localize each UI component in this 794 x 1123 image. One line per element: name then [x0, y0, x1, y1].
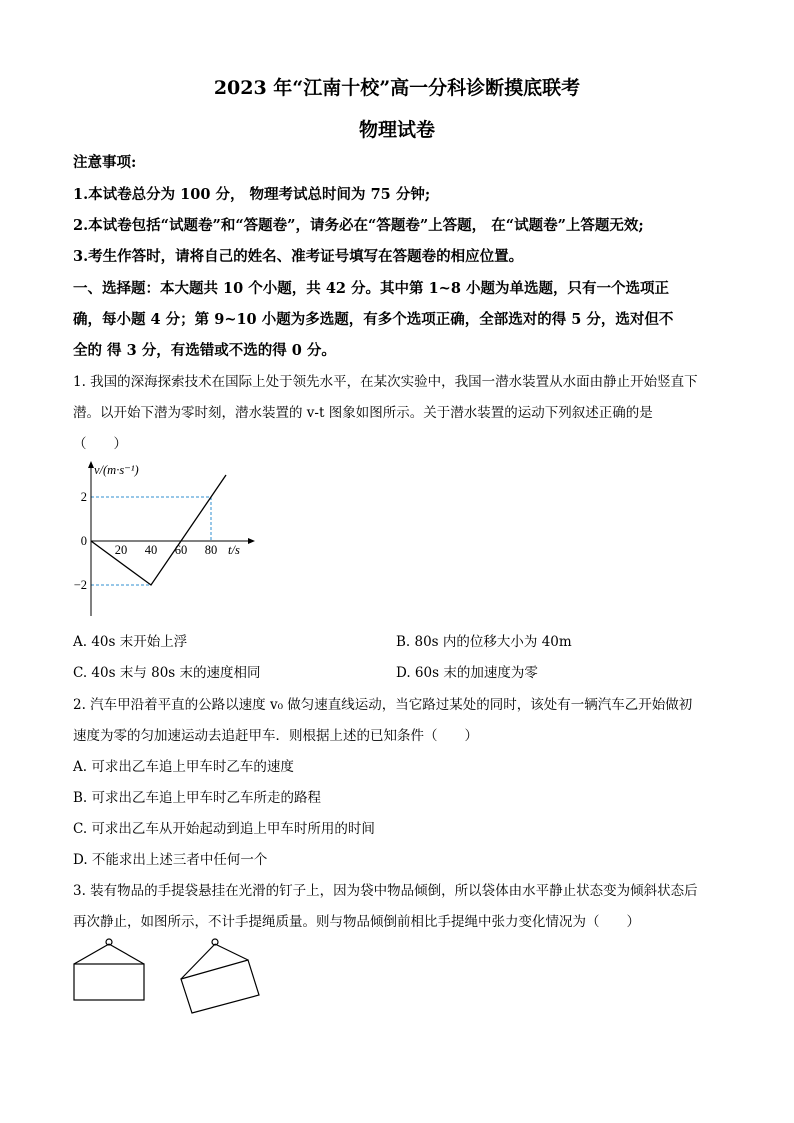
q2-option-c[interactable]: C. 可求出乙车从开始起动到追上甲车时所用的时间 [73, 821, 375, 837]
section-instruction: 全的 得 3 分，有选错或不选的得 0 分。 [73, 342, 336, 359]
question-2-text: 2. 汽车甲沿着平直的公路以速度 v₀ 做匀速直线运动，当它路过某处的同时，该处有一辆汽车乙开始做初 [73, 697, 693, 713]
y-tick-label: −2 [73, 578, 87, 592]
bag-level [74, 939, 144, 1000]
q1-option-c[interactable]: C. 40s 末与 80s 末的速度相同 [73, 665, 261, 681]
question-3-text: 3. 装有物品的手提袋悬挂在光滑的钉子上，因为袋中物品倾倒，所以袋体由水平静止状态变为倾斜状态后 [73, 883, 698, 899]
q1-option-d[interactable]: D. 60s 末的加速度为零 [396, 665, 538, 681]
question-3-text: 再次静止，如图所示，不计手提绳质量。则与物品倾倒前相比手提绳中张力变化情况为（ ） [73, 914, 640, 930]
note-item: 2.本试卷包括“试题卷”和“答题卷”，请务必在“答题卷”上答题， 在“试题卷”上答题无效; [73, 217, 644, 234]
section-instruction: 一、选择题：本大题共 10 个小题，共 42 分。其中第 1~8 小题为单选题，只有一个选项正 [73, 280, 669, 297]
bag-tilted [181, 939, 259, 1013]
note-item: 1.本试卷总分为 100 分， 物理考试总时间为 75 分钟; [73, 186, 431, 203]
q1-option-b[interactable]: B. 80s 内的位移大小为 40m [396, 634, 572, 650]
note-item: 3.考生作答时，请将自己的姓名、准考证号填写在答题卷的相应位置。 [73, 248, 524, 265]
y-axis-label: v/(m·s⁻¹) [94, 463, 139, 477]
question-2-text: 速度为零的匀加速运动去追赶甲车．则根据上述的已知条件（ ） [73, 728, 478, 744]
question-1-text: 潜。以开始下潜为零时刻，潜水装置的 v-t 图象如图所示。关于潜水装置的运动下列叙述正确的是 [73, 405, 653, 421]
x-axis-label: t/s [228, 543, 240, 557]
q2-option-a[interactable]: A. 可求出乙车追上甲车时乙车的速度 [73, 759, 294, 775]
handbag-figure [66, 935, 266, 1015]
exam-title: 2023 年“江南十校”高一分科诊断摸底联考 [213, 77, 581, 99]
vt-graph [70, 458, 270, 623]
x-tick-label: 60 [174, 543, 188, 557]
x-tick-label: 20 [114, 543, 128, 557]
q2-option-d[interactable]: D. 不能求出上述三者中任何一个 [73, 852, 268, 868]
x-tick-label: 40 [144, 543, 158, 557]
section-instruction: 确，每小题 4 分；第 9~10 小题为多选题，有多个选项正确，全部选对的得 5 分，选对但不 [73, 311, 674, 328]
y-tick-label: 2 [80, 490, 87, 504]
q2-option-b[interactable]: B. 可求出乙车追上甲车时乙车所走的路程 [73, 790, 322, 806]
q1-option-a[interactable]: A. 40s 末开始上浮 [73, 634, 188, 650]
x-tick-label: 80 [204, 543, 218, 557]
question-1-blank: （ ） [73, 436, 127, 452]
velocity-series-line [91, 475, 226, 585]
notes-heading: 注意事项: [73, 154, 137, 171]
question-1-text: 1. 我国的深海探索技术在国际上处于领先水平，在某次实验中，我国一潜水装置从水面由静止开始竖直下 [73, 374, 698, 390]
y-tick-label: 0 [80, 534, 87, 548]
exam-subtitle: 物理试卷 [358, 119, 435, 141]
